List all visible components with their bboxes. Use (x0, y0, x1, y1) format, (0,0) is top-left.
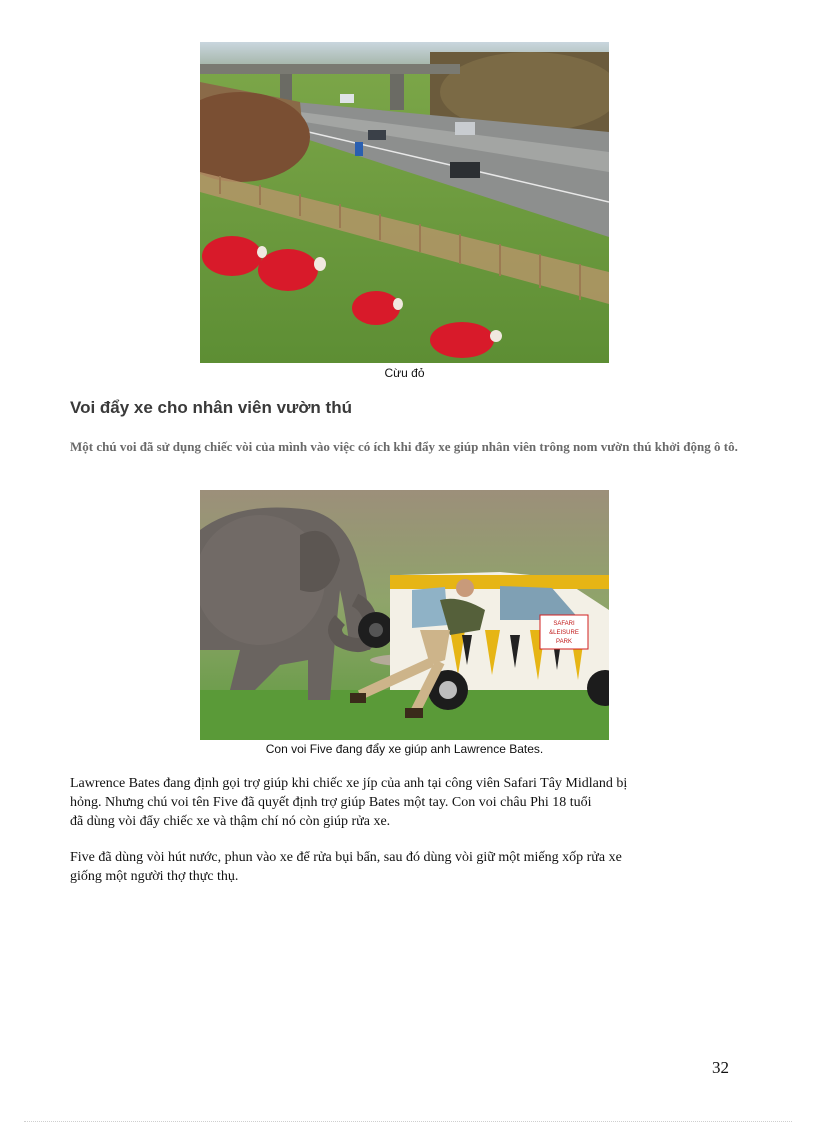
page-bottom-rule (24, 1121, 792, 1122)
article-lead: Một chú voi đã sử dụng chiếc vòi của mình vào việc có ích khi đẩy xe giúp nhân viên trông nom vườn thú khởi động ô tô. (70, 439, 738, 454)
paragraph1-line-3: đã dùng vòi đẩy chiếc xe và thậm chí nó còn giúp rửa xe. (70, 814, 391, 829)
jeep-sign-line-2: &LEISURE (549, 630, 579, 636)
paragraph1-line-1: Lawrence Bates đang định gọi trợ giúp khi chiếc xe jíp của anh tại công viên Safari Tây Midland bị (70, 776, 628, 791)
paragraph1-line-2: hỏng. Nhưng chú voi tên Five đã quyết định trợ giúp Bates một tay. Con voi châu Phi 18 tuổi (70, 795, 592, 810)
red-sheep-photo (200, 42, 609, 363)
jeep-sign-line-1: SAFARI (553, 621, 575, 627)
paragraph2-line-2: giống một người thợ thực thụ. (70, 869, 239, 884)
elephant-jeep-photo (200, 490, 609, 740)
article-heading: Voi đẩy xe cho nhân viên vườn thú (70, 398, 352, 417)
photo2-caption: Con voi Five đang đẩy xe giúp anh Lawrence Bates. (265, 742, 544, 756)
page-number: 32 (712, 1058, 729, 1077)
photo1-caption: Cừu đỏ (384, 366, 425, 380)
jeep-sign-line-3: PARK (556, 639, 572, 645)
paragraph2-line-1: Five đã dùng vòi hút nước, phun vào xe để rửa bụi bẩn, sau đó dùng vòi giữ một miếng xốp rửa xe (70, 850, 622, 865)
